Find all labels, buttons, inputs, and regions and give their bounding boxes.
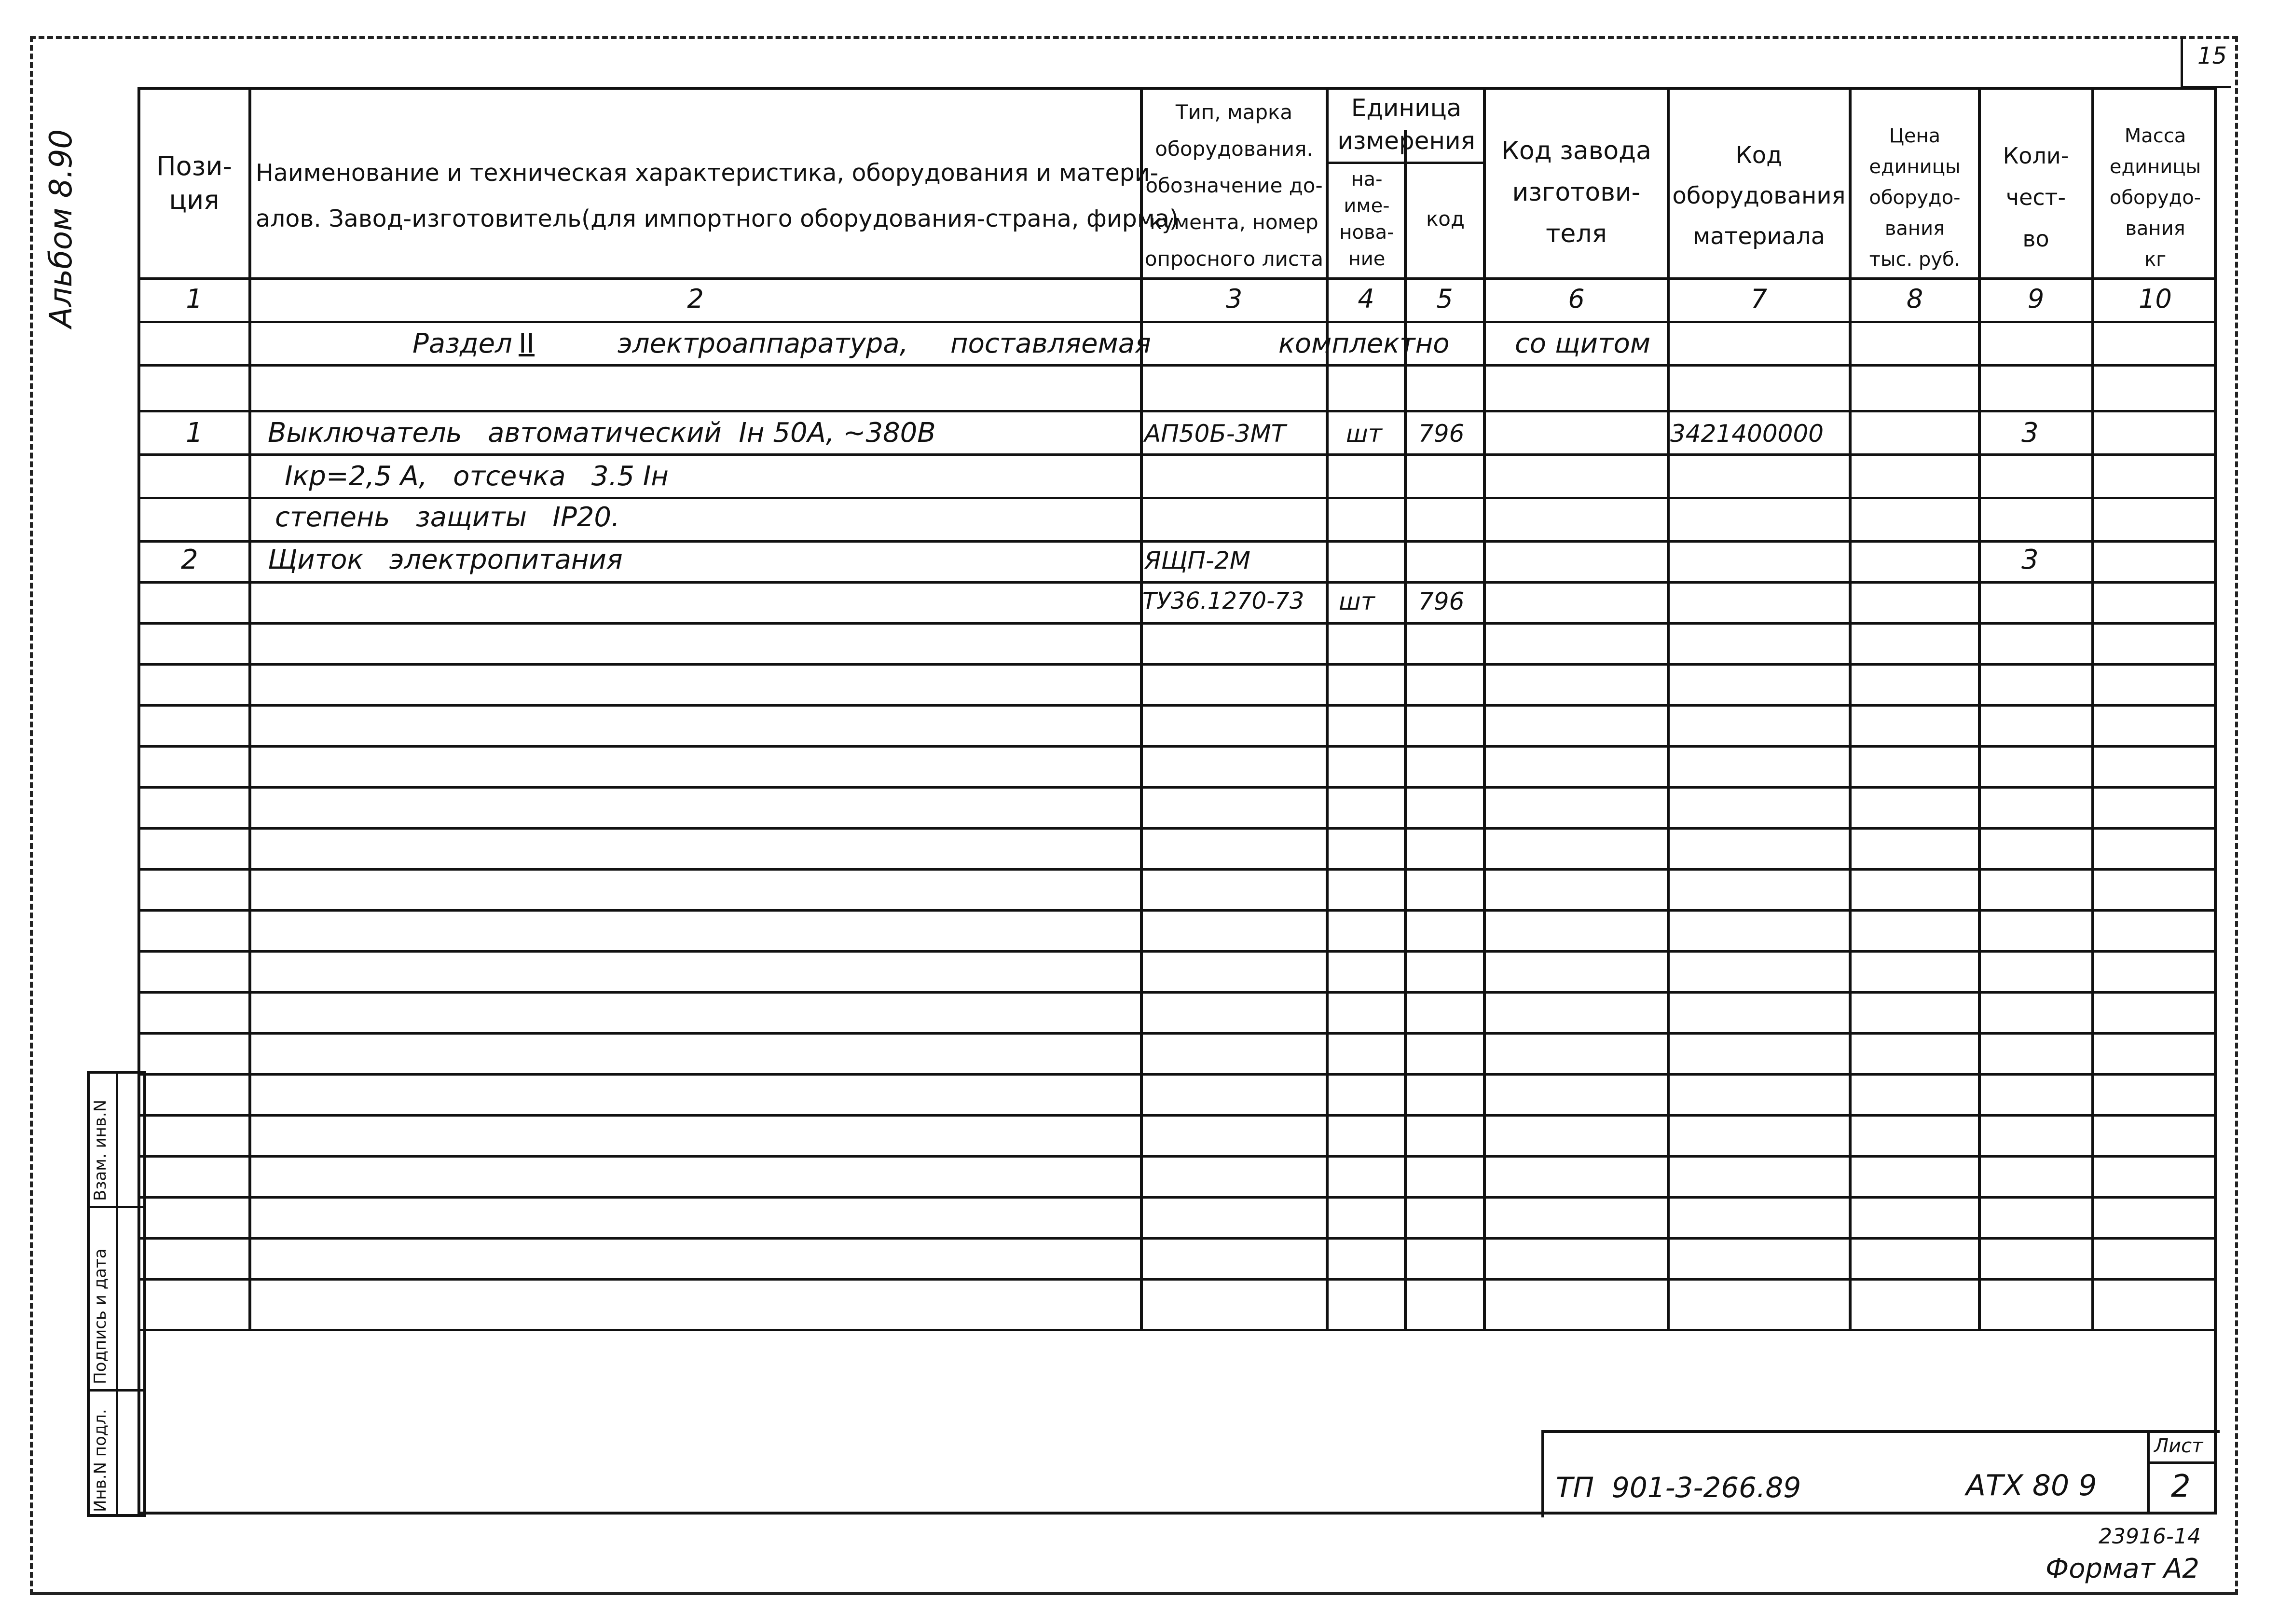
header-name-line2: алов. Завод-изготовитель(для импортного оборудования-страна, фирма) [256, 205, 1179, 232]
corner-mark: 15 [2197, 42, 2227, 69]
row-1-detail-1: Iкр=2,5 А, отсечка 3.5 Iн [285, 461, 669, 492]
header-quantity: Коли- чест- во [2003, 143, 2069, 252]
document-number: ТП 901-3-266.89 [1556, 1471, 1801, 1504]
row-2-name: Щиток электропитания [268, 544, 623, 575]
inventory-number: 23916-14 [2099, 1524, 2201, 1549]
column-number-6: 6 [1568, 284, 1585, 314]
row-1-name: Выключатель автоматический Iн 50А, ~380В [268, 417, 936, 449]
stamp-field-inv-original: Инв.N подл. [91, 1409, 110, 1512]
column-number-1: 1 [186, 284, 203, 314]
header-position: Пози- ция [156, 151, 232, 215]
row-1-detail-2: степень защиты IР20. [275, 502, 620, 533]
section-roman: II [519, 328, 535, 359]
section-title-2: поставляемая [950, 328, 1151, 359]
sheet-number: 2 [2171, 1469, 2191, 1504]
section-title-3: комплектно [1278, 328, 1450, 359]
document-mark: АТХ 80 9 [1966, 1469, 2097, 1502]
header-name-line1: Наименование и техническая характеристика, оборудования и матери- [256, 159, 1159, 187]
header-type-mark: Тип, марка оборудования. обозначение до- кумента, номер опросного листа [1144, 100, 1324, 271]
row-1-unit-code: 796 [1418, 420, 1465, 448]
stamp-field-replaced-inv: Взам. инв.N [91, 1099, 110, 1201]
header-unit-name: на- име- нова- ние [1339, 168, 1394, 270]
side-album-label: Альбом 8.90 [43, 129, 79, 328]
header-unit-price: Цена единицы оборудо- вания тыс. руб. [1869, 125, 1961, 271]
row-1-unit: шт [1346, 420, 1382, 448]
row-1-position: 1 [186, 417, 203, 449]
row-2-unit-code: 796 [1418, 587, 1465, 615]
header-factory-code: Код завода изготови- теля [1501, 136, 1651, 248]
column-number-10: 10 [2139, 284, 2172, 314]
column-number-5: 5 [1436, 284, 1453, 314]
row-2-quantity: 3 [2021, 544, 2039, 575]
section-word: Раздел [412, 328, 512, 359]
format-label: Формат А2 [2046, 1553, 2199, 1584]
section-title-4: со щитом [1515, 328, 1651, 359]
header-equipment-code: Код оборудования материала [1672, 142, 1846, 250]
header-unit-code: код [1426, 207, 1465, 231]
column-number-2: 2 [687, 284, 704, 314]
row-2-standard: ТУ36.1270-73 [1142, 587, 1304, 614]
column-number-4: 4 [1358, 284, 1374, 314]
column-number-7: 7 [1750, 284, 1768, 314]
row-2-unit: шт [1339, 587, 1375, 615]
column-number-8: 8 [1906, 284, 1923, 314]
row-1-type: АП50Б-3МТ [1144, 420, 1286, 448]
section-title-1: электроаппаратура, [618, 328, 908, 359]
column-number-3: 3 [1225, 284, 1243, 314]
row-1-equipment-code: 3421400000 [1670, 420, 1824, 448]
header-unit-mass: Масса единицы оборудо- вания кг [2109, 125, 2201, 271]
sheet-label: Лист [2154, 1435, 2203, 1457]
header-unit: Единица измерения [1337, 94, 1475, 155]
row-2-type: ЯЩП-2М [1144, 546, 1251, 574]
row-2-position: 2 [181, 544, 198, 575]
row-1-quantity: 3 [2021, 417, 2039, 449]
column-number-9: 9 [2027, 284, 2045, 314]
stamp-field-signature-date: Подпись и дата [91, 1248, 110, 1384]
